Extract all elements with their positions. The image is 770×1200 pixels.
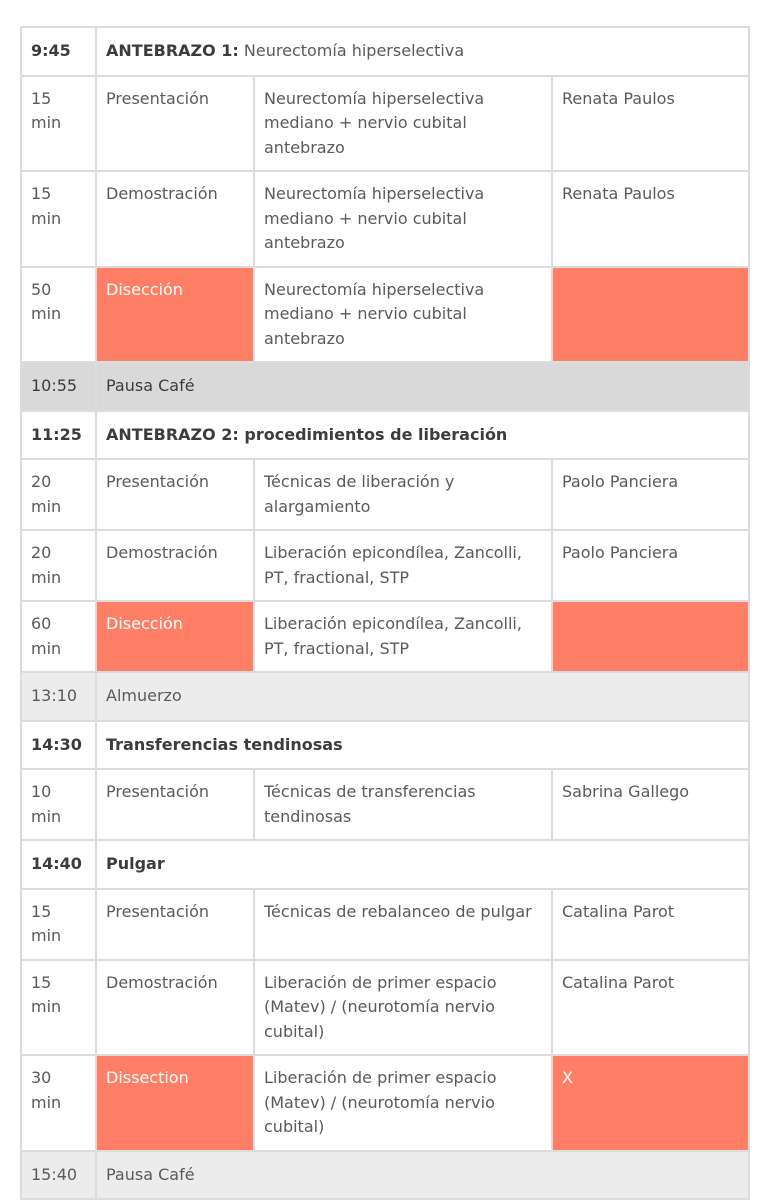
break-row bbox=[21, 1151, 749, 1200]
speaker-cell: Catalina Parot bbox=[552, 889, 749, 960]
table-row bbox=[21, 960, 749, 1056]
section-time: 11:25 bbox=[21, 411, 96, 460]
section-title: Pulgar bbox=[96, 840, 749, 889]
session-type-cell: Demostración bbox=[96, 171, 254, 267]
duration-cell: 10 min bbox=[21, 769, 96, 840]
break-label: Pausa Café bbox=[96, 362, 749, 411]
section-title bbox=[96, 27, 749, 76]
topic-cell: Liberación de primer espacio (Matev) / (neurotomía nervio cubital) bbox=[254, 1055, 552, 1151]
break-time: 13:10 bbox=[21, 672, 96, 721]
session-type-cell-highlighted: Disección bbox=[96, 267, 254, 363]
speaker-cell: Sabrina Gallego bbox=[552, 769, 749, 840]
section-header-row bbox=[21, 721, 749, 770]
section-header-row bbox=[21, 840, 749, 889]
schedule-table bbox=[20, 26, 750, 1200]
table-row bbox=[21, 76, 749, 172]
speaker-cell-highlighted bbox=[552, 601, 749, 672]
duration-cell: 15 min bbox=[21, 76, 96, 172]
table-row bbox=[21, 889, 749, 960]
topic-cell: Neurectomía hiperselectiva mediano + nervio cubital antebrazo bbox=[254, 171, 552, 267]
break-label: Pausa Café bbox=[96, 1151, 749, 1200]
schedule-container bbox=[20, 26, 748, 1200]
duration-cell: 20 min bbox=[21, 530, 96, 601]
table-row bbox=[21, 530, 749, 601]
topic-cell: Neurectomía hiperselectiva mediano + nervio cubital antebrazo bbox=[254, 76, 552, 172]
topic-cell: Liberación epicondílea, Zancolli, PT, fractional, STP bbox=[254, 530, 552, 601]
break-row bbox=[21, 672, 749, 721]
section-header-row bbox=[21, 411, 749, 460]
session-type-cell: Presentación bbox=[96, 459, 254, 530]
section-time: 14:40 bbox=[21, 840, 96, 889]
table-row bbox=[21, 769, 749, 840]
duration-cell: 60 min bbox=[21, 601, 96, 672]
speaker-cell: Paolo Panciera bbox=[552, 459, 749, 530]
table-row bbox=[21, 459, 749, 530]
section-title-bold: ANTEBRAZO 1: bbox=[106, 41, 239, 60]
section-title-rest: Neurectomía hiperselectiva bbox=[238, 41, 465, 60]
duration-cell: 15 min bbox=[21, 960, 96, 1056]
section-title: ANTEBRAZO 2: procedimientos de liberación bbox=[96, 411, 749, 460]
topic-cell: Liberación epicondílea, Zancolli, PT, fractional, STP bbox=[254, 601, 552, 672]
topic-cell: Técnicas de liberación y alargamiento bbox=[254, 459, 552, 530]
section-title: Transferencias tendinosas bbox=[96, 721, 749, 770]
duration-cell: 20 min bbox=[21, 459, 96, 530]
section-header-row bbox=[21, 27, 749, 76]
session-type-cell: Demostración bbox=[96, 530, 254, 601]
duration-cell: 30 min bbox=[21, 1055, 96, 1151]
speaker-cell: Paolo Panciera bbox=[552, 530, 749, 601]
duration-cell: 50 min bbox=[21, 267, 96, 363]
table-row bbox=[21, 171, 749, 267]
break-label: Almuerzo bbox=[96, 672, 749, 721]
speaker-cell: Renata Paulos bbox=[552, 171, 749, 267]
break-time: 10:55 bbox=[21, 362, 96, 411]
session-type-cell: Demostración bbox=[96, 960, 254, 1056]
break-time: 15:40 bbox=[21, 1151, 96, 1200]
speaker-cell-highlighted bbox=[552, 267, 749, 363]
duration-cell: 15 min bbox=[21, 889, 96, 960]
topic-cell: Técnicas de transferencias tendinosas bbox=[254, 769, 552, 840]
session-type-cell-highlighted: Disección bbox=[96, 601, 254, 672]
session-type-cell-highlighted: Dissection bbox=[96, 1055, 254, 1151]
speaker-cell: Catalina Parot bbox=[552, 960, 749, 1056]
table-row bbox=[21, 267, 749, 363]
table-row bbox=[21, 1055, 749, 1151]
section-time: 9:45 bbox=[21, 27, 96, 76]
topic-cell: Liberación de primer espacio (Matev) / (neurotomía nervio cubital) bbox=[254, 960, 552, 1056]
table-row bbox=[21, 601, 749, 672]
topic-cell: Neurectomía hiperselectiva mediano + nervio cubital antebrazo bbox=[254, 267, 552, 363]
speaker-cell: Renata Paulos bbox=[552, 76, 749, 172]
break-row bbox=[21, 362, 749, 411]
speaker-cell-highlighted: X bbox=[552, 1055, 749, 1151]
section-time: 14:30 bbox=[21, 721, 96, 770]
topic-cell: Técnicas de rebalanceo de pulgar bbox=[254, 889, 552, 960]
session-type-cell: Presentación bbox=[96, 769, 254, 840]
session-type-cell: Presentación bbox=[96, 76, 254, 172]
session-type-cell: Presentación bbox=[96, 889, 254, 960]
duration-cell: 15 min bbox=[21, 171, 96, 267]
